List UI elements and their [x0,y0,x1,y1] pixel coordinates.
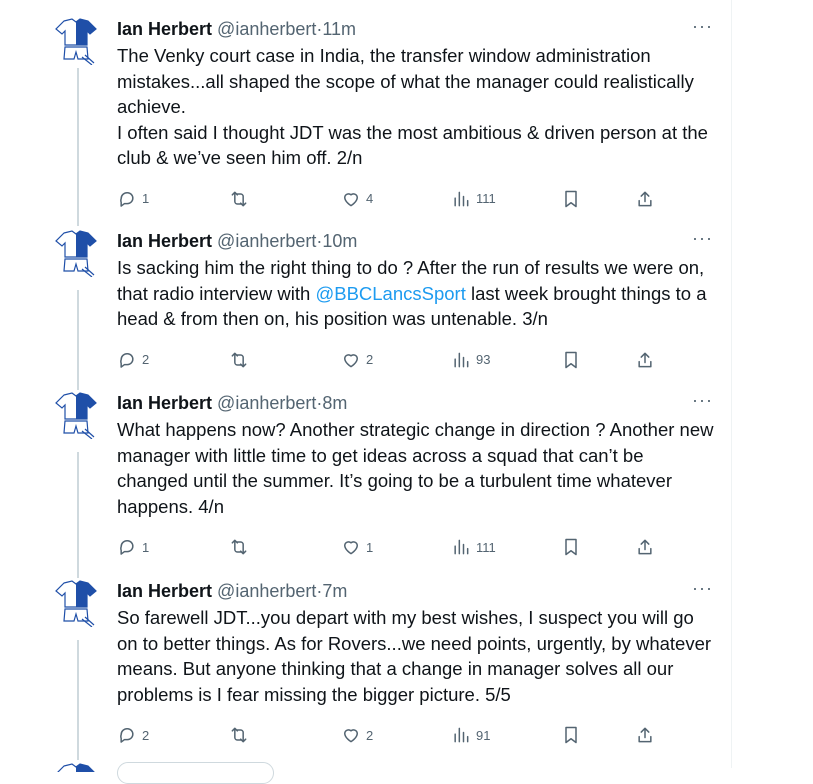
like-button[interactable] [341,348,373,372]
tweet-header [117,579,717,603]
views-icon [451,350,471,370]
action-bar [117,723,717,747]
bookmark-icon [561,537,581,557]
reply-button[interactable] [117,723,149,747]
share-button[interactable] [635,723,655,747]
tweet-header [117,391,717,415]
like-count: 2 [366,727,374,743]
thread-connector [77,68,79,226]
retweet-icon [229,537,249,557]
more-horizontal-icon[interactable]: ··· [692,578,713,598]
football-kit-icon [52,391,100,439]
tweet-body [117,229,717,372]
reply-button[interactable] [117,348,149,372]
reply-count: 2 [142,727,150,743]
bookmark-button[interactable] [561,723,581,747]
retweet-icon [229,350,249,370]
share-button[interactable] [635,348,655,372]
thread-connector [77,640,79,760]
tweet-header [117,229,717,253]
football-kit-icon [52,762,100,772]
reply-count: 1 [142,191,150,206]
like-count: 4 [366,191,374,206]
timestamp[interactable]: 7m [322,581,348,601]
author-handle[interactable]: @ianherbert [217,393,317,413]
thread-connector [77,290,79,390]
share-button[interactable] [635,535,655,559]
thread-connector [77,452,79,578]
bookmark-icon [561,189,581,209]
tweet-body [117,391,717,559]
mention-link[interactable]: @BBCLancsSport [315,282,466,304]
reply-icon [117,189,137,209]
views-button[interactable] [451,348,490,372]
like-count: 1 [366,539,374,555]
reply-count: 1 [142,539,150,555]
tweet-body [117,17,717,211]
view-count: 91 [476,727,491,743]
share-button[interactable] [635,187,655,211]
heart-icon [341,350,361,370]
tweet-body [117,579,717,747]
action-bar [117,348,717,372]
author-name[interactable]: Ian Herbert [117,19,213,39]
tweet-text-part: Is sacking him the right thing to do ? After the run of results we were on, that radio interview with [117,257,705,304]
author-handle[interactable]: @ianherbert [217,231,317,251]
timestamp[interactable]: 8m [322,393,348,413]
retweet-icon [229,189,249,209]
timestamp[interactable]: 10m [322,231,358,251]
separator-dot: · [316,231,323,251]
reply-count: 2 [142,352,150,367]
view-count: 111 [476,539,496,555]
tweet-text: The Venky court case in India, the transfer window administration mistakes...all shaped the scope of what the manager could realistically achieve. I often said I thought JDT was the most ambitious & driven person at the club & we’ve seen him off. 2/n [117,45,708,168]
bookmark-icon [561,350,581,370]
reply-button[interactable] [117,535,149,559]
like-button[interactable] [341,723,373,747]
action-bar [117,535,717,559]
like-count: 2 [366,352,374,367]
bookmark-button[interactable] [561,535,581,559]
reply-icon [117,350,137,370]
separator-dot: · [316,19,323,39]
view-count: 93 [476,352,491,367]
avatar[interactable] [52,229,100,277]
share-icon [635,537,655,557]
retweet-button[interactable] [229,348,254,372]
football-kit-icon [52,579,100,627]
author-name[interactable]: Ian Herbert [117,393,213,413]
like-button[interactable] [341,535,373,559]
avatar[interactable] [52,391,100,439]
tweet-header [117,17,717,41]
views-button[interactable] [451,187,496,211]
tweet-text: What happens now? Another strategic change in direction ? Another new manager with little time to get ideas across a squad that can’t be changed until the summer. It’s going to be a turbulent time whatever happens. 4/n [117,419,714,517]
views-button[interactable] [451,723,490,747]
show-replies-pill[interactable] [117,762,274,784]
separator-dot: · [316,581,323,601]
more-horizontal-icon[interactable]: ··· [692,390,713,410]
bookmark-button[interactable] [561,187,581,211]
views-button[interactable] [451,535,496,559]
author-name[interactable]: Ian Herbert [117,581,213,601]
more-horizontal-icon[interactable]: ··· [692,228,713,248]
avatar[interactable] [52,17,100,65]
retweet-icon [229,725,249,745]
avatar[interactable] [52,762,100,772]
tweet-text [117,255,717,332]
views-icon [451,537,471,557]
tweet-text-part: last week brought things to a head & from then on, his position was untenable. 3/n [117,282,707,329]
retweet-button[interactable] [229,535,254,559]
heart-icon [341,537,361,557]
separator-dot: · [316,393,323,413]
avatar[interactable] [52,579,100,627]
more-horizontal-icon[interactable]: ··· [692,16,713,36]
football-kit-icon [52,17,100,65]
share-icon [635,350,655,370]
views-icon [451,725,471,745]
action-bar [117,187,717,211]
author-handle[interactable]: @ianherbert [217,581,317,601]
football-kit-icon [52,229,100,277]
heart-icon [341,189,361,209]
views-icon [451,189,471,209]
tweet-text: So farewell JDT...you depart with my best wishes, I suspect you will go on to better things. As for Rovers...we need points, urgently, by whatever means. But anyone thinking that a change in manager solves all our problems is I fear missing the bigger picture. 5/5 [117,607,712,705]
reply-button[interactable] [117,187,149,211]
author-name[interactable]: Ian Herbert [117,231,213,251]
like-button[interactable] [341,187,373,211]
retweet-button[interactable] [229,187,254,211]
retweet-button[interactable] [229,723,254,747]
bookmark-button[interactable] [561,348,581,372]
view-count: 111 [476,191,496,206]
reply-icon [117,725,137,745]
author-handle[interactable]: @ianherbert [217,19,317,39]
share-icon [635,189,655,209]
share-icon [635,725,655,745]
timestamp[interactable]: 11m [322,19,357,39]
bookmark-icon [561,725,581,745]
heart-icon [341,725,361,745]
reply-icon [117,537,137,557]
